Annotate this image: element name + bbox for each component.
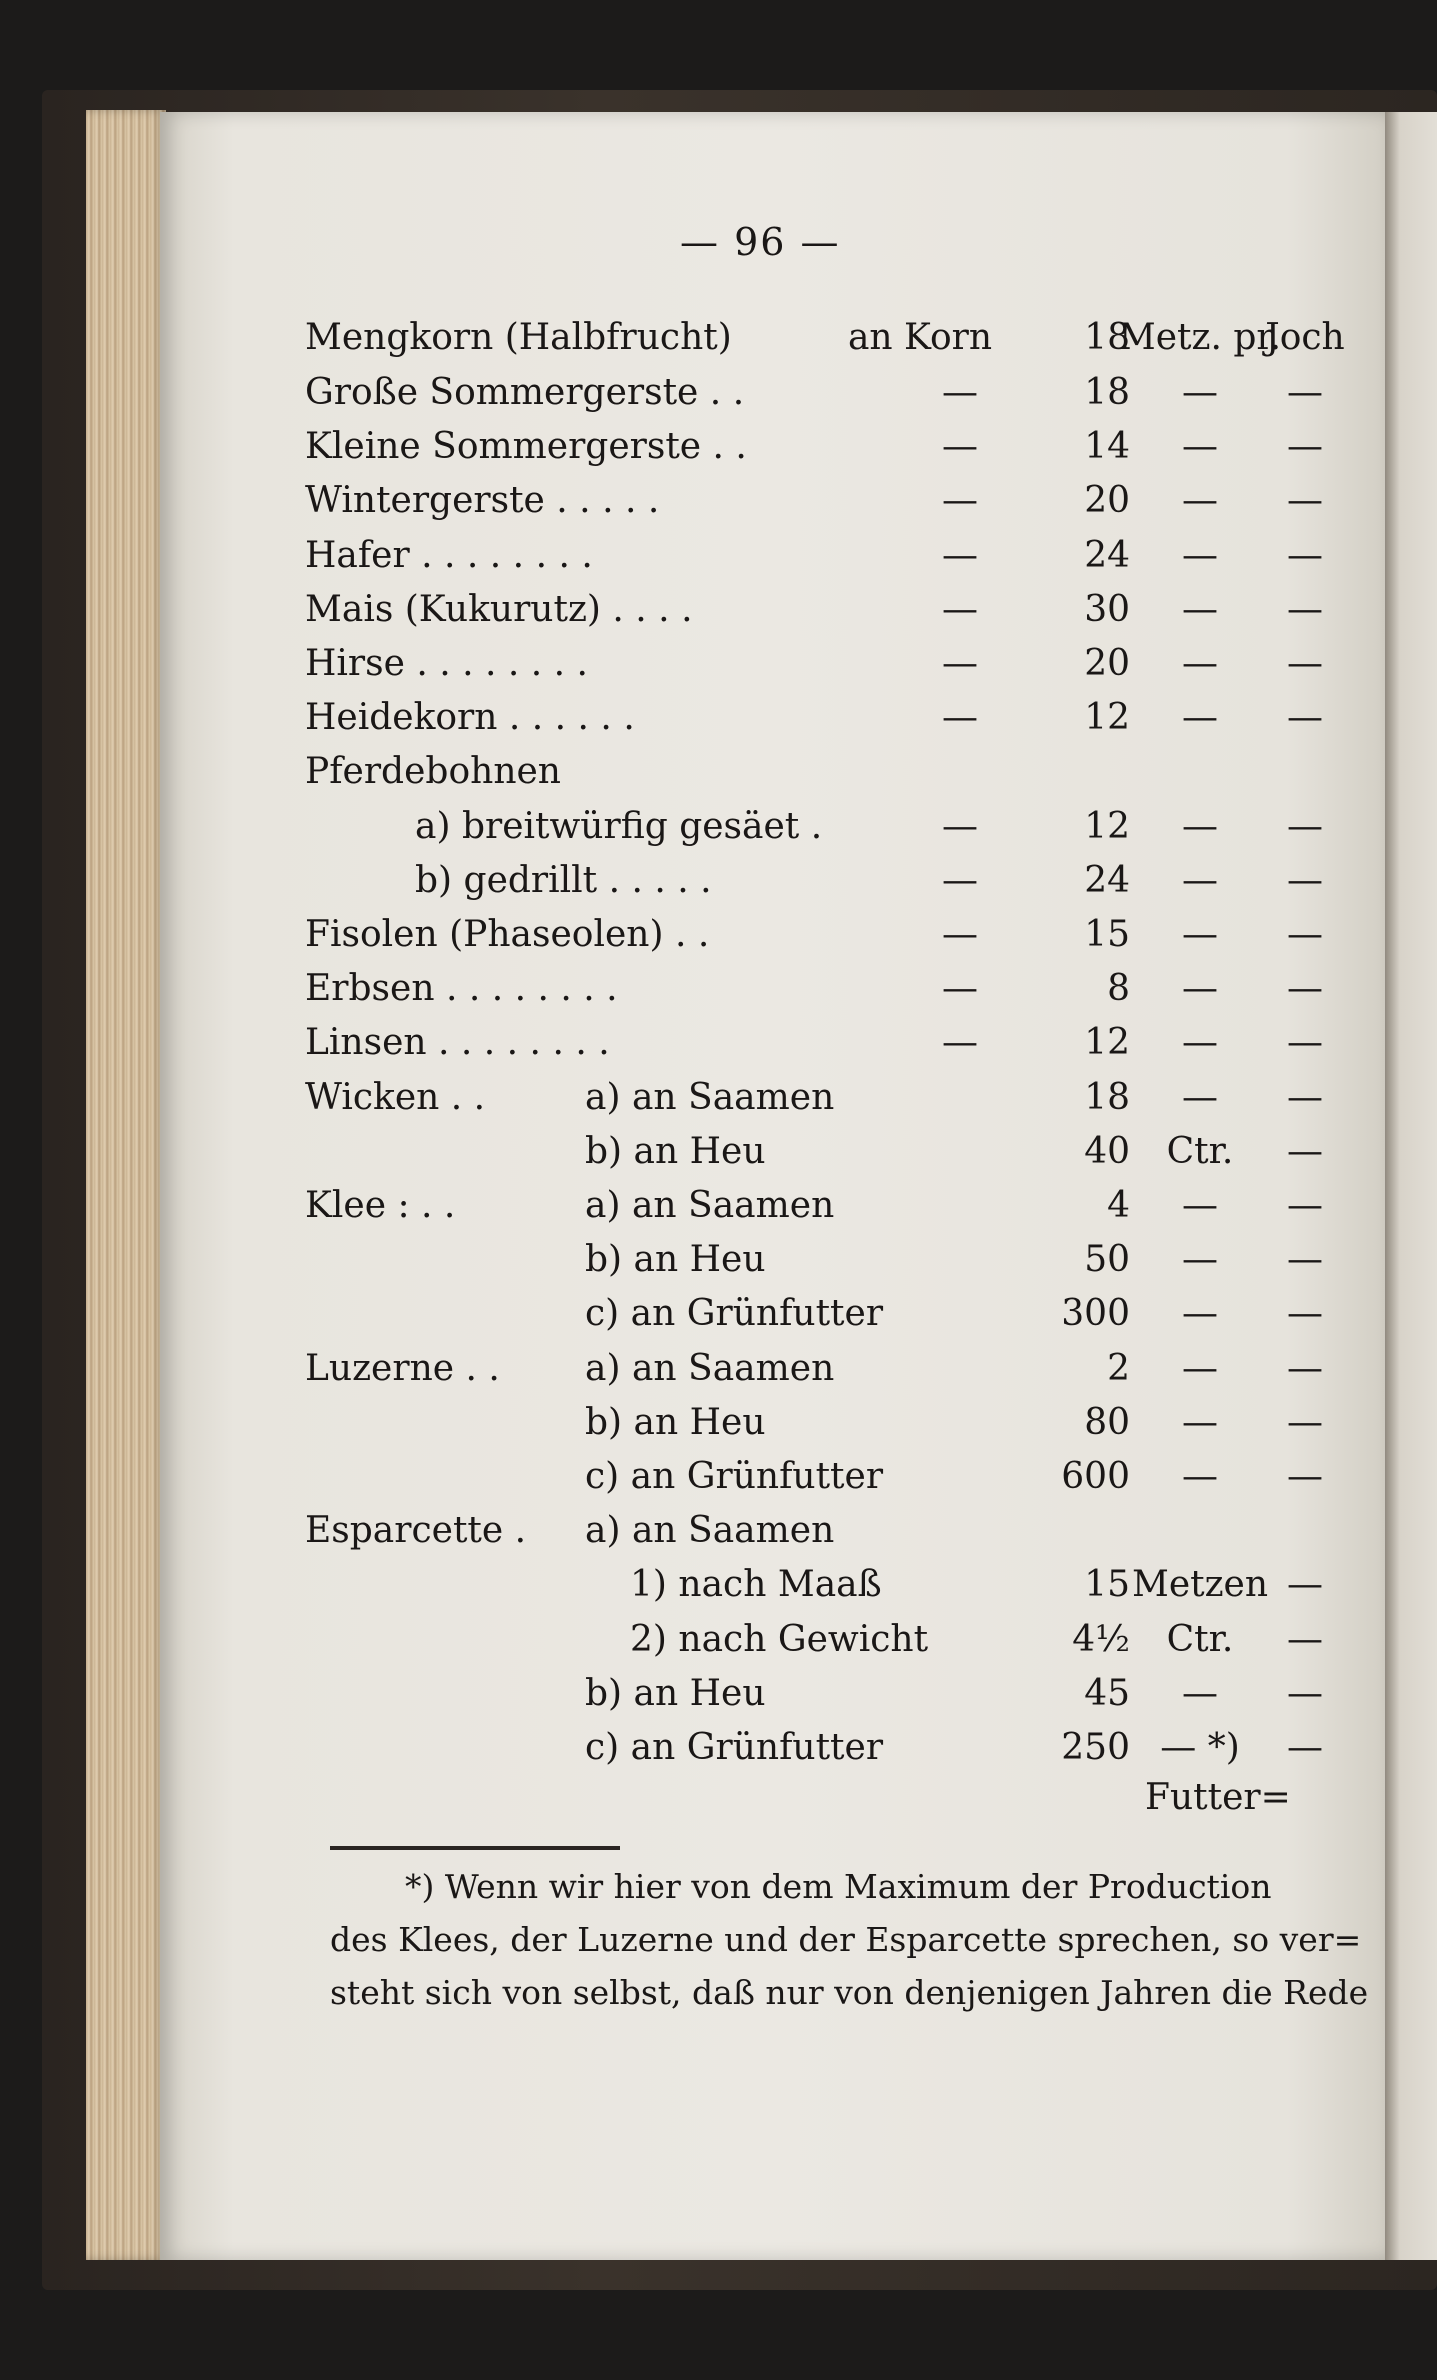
crop-subitem: a) breitwürfig gesäet . — [415, 806, 823, 847]
value-cell: 24 — [1084, 535, 1130, 576]
area-cell: — — [1287, 968, 1323, 1009]
unit-cell: — — [942, 1022, 978, 1063]
area-cell: — — [1287, 1456, 1323, 1497]
measure-cell: — — [1182, 535, 1218, 576]
unit-cell: — — [942, 426, 978, 467]
value-cell: 15 — [1084, 914, 1130, 955]
area-cell: — — [1287, 1402, 1323, 1443]
area-cell: — — [1287, 643, 1323, 684]
table-row — [160, 1727, 1385, 1777]
table-row — [160, 1022, 1385, 1072]
crop-name: Linsen . . . . . . . . — [305, 1022, 610, 1063]
area-cell: — — [1287, 1564, 1323, 1605]
value-cell: 20 — [1084, 480, 1130, 521]
value-cell: 250 — [1061, 1727, 1130, 1768]
unit-cell: — — [942, 372, 978, 413]
table-row — [160, 1564, 1385, 1614]
crop-name: Wicken . . — [305, 1077, 486, 1118]
crop-subitem: a) an Saamen — [585, 1185, 835, 1226]
crop-subitem: b) an Heu — [585, 1239, 766, 1280]
table-row — [160, 1348, 1385, 1398]
crop-subitem: a) an Saamen — [585, 1077, 835, 1118]
table-row — [160, 1185, 1385, 1235]
value-cell: 4 — [1107, 1185, 1130, 1226]
table-row — [160, 535, 1385, 585]
area-cell: — — [1287, 806, 1323, 847]
table-row — [160, 1293, 1385, 1343]
table-row — [160, 914, 1385, 964]
footnote-line-1: *) Wenn wir hier von dem Maximum der Production — [405, 1867, 1272, 1906]
area-cell: — — [1287, 1293, 1323, 1334]
measure-cell: — — [1182, 1077, 1218, 1118]
value-cell: 50 — [1084, 1239, 1130, 1280]
crop-subitem: b) an Heu — [585, 1673, 766, 1714]
header-unit: an Korn — [847, 317, 993, 358]
crop-name: Mais (Kukurutz) . . . . — [305, 589, 693, 630]
measure-cell: — — [1182, 806, 1218, 847]
table-row — [160, 860, 1385, 910]
measure-cell: — — [1182, 968, 1218, 1009]
crop-name: Pferdebohnen — [305, 751, 561, 792]
table-row — [160, 1456, 1385, 1506]
crop-subitem: a) an Saamen — [585, 1510, 835, 1551]
value-cell: 12 — [1084, 697, 1130, 738]
footnote-line-2: des Klees, der Luzerne und der Esparcette sprechen, so ver= — [330, 1920, 1362, 1959]
area-cell: — — [1287, 1077, 1323, 1118]
measure-cell: — — [1182, 860, 1218, 901]
unit-cell: — — [942, 697, 978, 738]
crop-name: Fisolen (Phaseolen) . . — [305, 914, 710, 955]
crop-name: Kleine Sommergerste . . — [305, 426, 747, 467]
measure-cell: — — [1182, 697, 1218, 738]
area-cell: — — [1287, 1131, 1323, 1172]
measure-cell: — — [1182, 1185, 1218, 1226]
table-row — [160, 426, 1385, 476]
crop-name: Klee : . . — [305, 1185, 456, 1226]
measure-cell: Ctr. — [1166, 1131, 1234, 1172]
measure-cell: — — [1182, 643, 1218, 684]
crop-subitem: c) an Grünfutter — [585, 1727, 884, 1768]
header-value: 18 — [1084, 317, 1130, 358]
table-row — [160, 806, 1385, 856]
area-cell: — — [1287, 1673, 1323, 1714]
crop-name: Große Sommergerste . . — [305, 372, 745, 413]
crop-name: Wintergerste . . . . . — [305, 480, 660, 521]
measure-cell: — — [1182, 1348, 1218, 1389]
table-row — [160, 1239, 1385, 1289]
unit-cell: — — [942, 806, 978, 847]
value-cell: 14 — [1084, 426, 1130, 467]
measure-cell: — — [1182, 480, 1218, 521]
crop-name: Esparcette . — [305, 1510, 527, 1551]
value-cell: 30 — [1084, 589, 1130, 630]
footnote-line-3: steht sich von selbst, daß nur von denjenigen Jahren die Rede — [330, 1973, 1369, 2012]
table-row — [160, 1619, 1385, 1669]
table-row — [160, 643, 1385, 693]
table-row — [160, 372, 1385, 422]
crop-subitem: b) gedrillt . . . . . — [415, 860, 712, 901]
value-cell: 600 — [1061, 1456, 1130, 1497]
measure-cell: — — [1182, 1293, 1218, 1334]
crop-name: Luzerne . . — [305, 1348, 500, 1389]
crop-subitem: c) an Grünfutter — [585, 1293, 884, 1334]
area-cell: — — [1287, 697, 1323, 738]
page-edges — [86, 110, 166, 2260]
value-cell: 45 — [1084, 1673, 1130, 1714]
measure-cell: — — [1182, 1239, 1218, 1280]
header-measure: Metz. pr. — [1118, 317, 1282, 358]
value-cell: 40 — [1084, 1131, 1130, 1172]
area-cell: — — [1287, 535, 1323, 576]
unit-cell: — — [942, 643, 978, 684]
table-row — [160, 697, 1385, 747]
header-crop-name: Mengkorn (Halbfrucht) — [305, 317, 732, 358]
crop-name: Heidekorn . . . . . . — [305, 697, 635, 738]
value-cell: 80 — [1084, 1402, 1130, 1443]
measure-cell: — — [1182, 589, 1218, 630]
book-page — [160, 112, 1385, 2260]
unit-cell: — — [942, 914, 978, 955]
header-area: Joch — [1265, 317, 1345, 358]
table-row — [160, 968, 1385, 1018]
area-cell: — — [1287, 1348, 1323, 1389]
value-cell: 20 — [1084, 643, 1130, 684]
area-cell: — — [1287, 1727, 1323, 1768]
table-row — [160, 751, 1385, 801]
value-cell: 12 — [1084, 806, 1130, 847]
area-cell: — — [1287, 589, 1323, 630]
measure-cell: Ctr. — [1166, 1619, 1234, 1660]
measure-cell: — *) — [1160, 1727, 1240, 1768]
measure-cell: Metzen — [1131, 1564, 1269, 1605]
area-cell: — — [1287, 480, 1323, 521]
unit-cell: — — [942, 535, 978, 576]
value-cell: 18 — [1084, 372, 1130, 413]
page-number: — 96 — — [680, 220, 841, 264]
area-cell: — — [1287, 860, 1323, 901]
crop-subitem: b) an Heu — [585, 1402, 766, 1443]
measure-cell: — — [1182, 426, 1218, 467]
crop-subitem: 2) nach Gewicht — [630, 1619, 929, 1660]
table-header-row — [160, 317, 1385, 367]
area-cell: — — [1287, 1619, 1323, 1660]
facing-page-edge — [1384, 112, 1437, 2260]
measure-cell: — — [1182, 1402, 1218, 1443]
value-cell: 300 — [1061, 1293, 1130, 1334]
table-row — [160, 1077, 1385, 1127]
value-cell: 18 — [1084, 1077, 1130, 1118]
catchword: Futter= — [1145, 1777, 1291, 1818]
crop-name: Hafer . . . . . . . . — [305, 535, 593, 576]
value-cell: 4½ — [1072, 1619, 1130, 1660]
crop-subitem: a) an Saamen — [585, 1348, 835, 1389]
unit-cell: — — [942, 589, 978, 630]
measure-cell: — — [1182, 1673, 1218, 1714]
unit-cell: — — [942, 968, 978, 1009]
area-cell: — — [1287, 426, 1323, 467]
value-cell: 15 — [1084, 1564, 1130, 1605]
unit-cell: — — [942, 480, 978, 521]
measure-cell: — — [1182, 1456, 1218, 1497]
unit-cell: — — [942, 860, 978, 901]
table-row — [160, 589, 1385, 639]
table-row — [160, 1131, 1385, 1181]
value-cell: 8 — [1107, 968, 1130, 1009]
area-cell: — — [1287, 372, 1323, 413]
table-row — [160, 1673, 1385, 1723]
crop-subitem: c) an Grünfutter — [585, 1456, 884, 1497]
measure-cell: — — [1182, 914, 1218, 955]
measure-cell: — — [1182, 1022, 1218, 1063]
crop-name: Erbsen . . . . . . . . — [305, 968, 618, 1009]
value-cell: 24 — [1084, 860, 1130, 901]
area-cell: — — [1287, 1239, 1323, 1280]
crop-name: Hirse . . . . . . . . — [305, 643, 588, 684]
area-cell: — — [1287, 1022, 1323, 1063]
value-cell: 12 — [1084, 1022, 1130, 1063]
table-row — [160, 1402, 1385, 1452]
table-row — [160, 480, 1385, 530]
area-cell: — — [1287, 1185, 1323, 1226]
crop-subitem: b) an Heu — [585, 1131, 766, 1172]
crop-subitem: 1) nach Maaß — [630, 1564, 882, 1605]
footnote-rule — [330, 1846, 620, 1850]
measure-cell: — — [1182, 372, 1218, 413]
area-cell: — — [1287, 914, 1323, 955]
value-cell: 2 — [1107, 1348, 1130, 1389]
table-row — [160, 1510, 1385, 1560]
